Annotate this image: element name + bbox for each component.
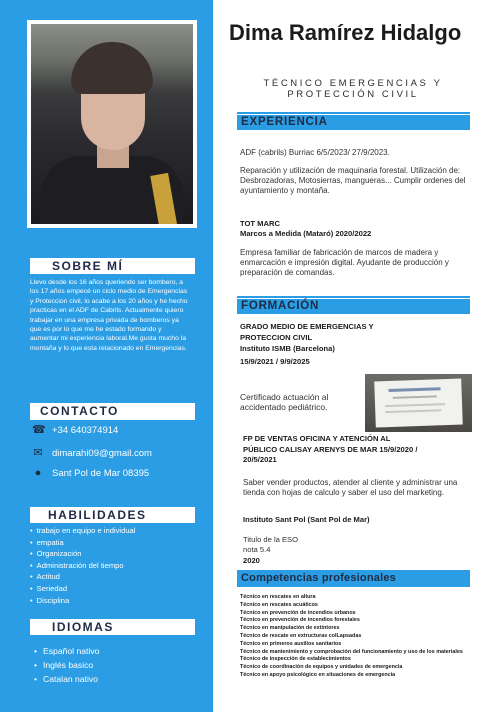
list-item: Técnico de coordinación de equipos y unidades de emergencia (240, 664, 403, 671)
experience-heading: EXPERIENCIA (237, 115, 470, 130)
email-icon: ✉ (33, 447, 43, 459)
page-title: Dima Ramírez Hidalgo (229, 20, 462, 45)
competencies-list (240, 594, 495, 680)
list-item: Técnico en rescates en altura (240, 594, 316, 600)
edu1-school: Instituto ISMB (Barcelona) (240, 344, 335, 353)
profile-photo (31, 24, 193, 224)
job2-description: Empresa familiar de fabricación de marcos de madera y enmarcación e impresión digital. Ayudante de producción y preparación de comandas. (240, 248, 449, 277)
email-text: dimarahi09@gmail.com (52, 447, 152, 459)
location-icon: ● (34, 467, 42, 479)
certificate-image (365, 374, 472, 432)
edu3-school: Instituto Sant Pol (Sant Pol de Mar) (243, 515, 370, 524)
edu2-description: Saber vender productos, atender al cliente y administrar una tienda con hojas de calculo y saber el uso del marketing. (243, 478, 458, 497)
about-heading: SOBRE MÍ (30, 258, 195, 274)
list-item: Técnico en apoyo psicológico en situaciones de emergencia (240, 671, 396, 678)
job1-title: ADF (cabrils) Burriac 6/5/2023/ 27/9/2023. (240, 148, 390, 157)
list-item: • Inglés basico (34, 658, 194, 672)
contact-phone[interactable] (32, 424, 118, 436)
list-item: • trabajo en equipo e individual (30, 525, 200, 537)
skills-list (30, 525, 200, 606)
edu3-grade: nota 5.4 (243, 545, 271, 554)
edu1-title: GRADO MEDIO DE EMERGENCIAS Y PROTECCION CIVIL (240, 322, 374, 342)
list-item: • Español nativo (34, 644, 194, 658)
list-item: • Administración del tiempo (30, 560, 200, 572)
contact-heading: CONTACTO (30, 403, 195, 420)
list-item: Técnico en rescates acuáticos (240, 601, 318, 608)
list-item: Técnico en primeros auxilios sanitarios (240, 640, 342, 647)
divider (237, 296, 470, 298)
list-item: Técnico de mantenimiento y comprobación del funcionamiento y uso de los materiales (240, 648, 463, 655)
list-item: Técnico en manipulación de extintores (240, 625, 340, 632)
about-text: Llevo desde los 16 años queriendo ser bombero, a los 17 años empecé un ciclo medio de Emergencias y Proteccion civil, lo acabe a los 20 años y he hecho practicas en el ADF de Cabrils. Actualmente quiero trabajar en una empresa privada de bomberos ya que es por lo que me he estado formando y aumentar mi experiencia laboral.Me gusta mucho la montaña y lo que esta relacionado en Emergencias. (30, 279, 188, 352)
list-item: • Actitud (30, 571, 200, 583)
contact-location (32, 467, 149, 479)
list-item: • empatia (30, 537, 200, 549)
job1-description: Reparación y utilización de maquinaria forestal. Utilización de: Desbrozadoras, Motosierras, mangueras... Cumplir ordenes del ayuntamiento y montaña. (240, 166, 466, 195)
education-heading: FORMACIÓN (237, 299, 470, 314)
job-title: TÉCNICO EMERGENCIAS Y PROTECCIÓN CIVIL (263, 78, 443, 100)
edu3-title: Titulo de la ESO (243, 535, 299, 544)
certificate-text: Certificado actuación al accidentado pediátrico. (240, 392, 329, 412)
profile-photo-frame (27, 20, 197, 228)
edu1-dates: 15/9/2021 / 9/9/2025 (240, 357, 310, 366)
list-item: • Catalan nativo (34, 672, 194, 686)
skills-heading: HABILIDADES (30, 507, 195, 523)
job2-company: TOT MARC (240, 219, 280, 228)
divider (237, 112, 470, 114)
list-item: • Seriedad (30, 583, 200, 595)
competencies-heading: Competencias profesionales (237, 570, 470, 587)
location-text: Sant Pol de Mar 08395 (52, 467, 150, 479)
contact-email[interactable] (32, 447, 152, 459)
list-item: Técnico de rescate en extructuras colLapsadas (240, 632, 362, 639)
edu3-year: 2020 (243, 556, 260, 565)
list-item: Técnico en prevención de incendios forestales (240, 617, 360, 624)
job2-title: Marcos a Medida (Mataró) 2020/2022 (240, 229, 372, 238)
languages-heading: IDIOMAS (30, 619, 195, 635)
list-item: • Disciplina (30, 595, 200, 607)
list-item: • Organización (30, 548, 200, 560)
list-item: Técnico de inspección de establecimientos (240, 656, 351, 663)
phone-text: +34 640374914 (52, 424, 119, 436)
list-item: Técnico en prevención de incendios urbanos (240, 609, 356, 616)
sidebar (0, 0, 213, 712)
phone-icon: ☎ (32, 424, 46, 436)
languages-list (34, 644, 194, 686)
edu2-title: FP DE VENTAS OFICINA Y ATENCIÓN AL PÚBLICO CALISAY ARENYS DE MAR 15/9/2020 / 20/5/2021 (243, 434, 418, 464)
